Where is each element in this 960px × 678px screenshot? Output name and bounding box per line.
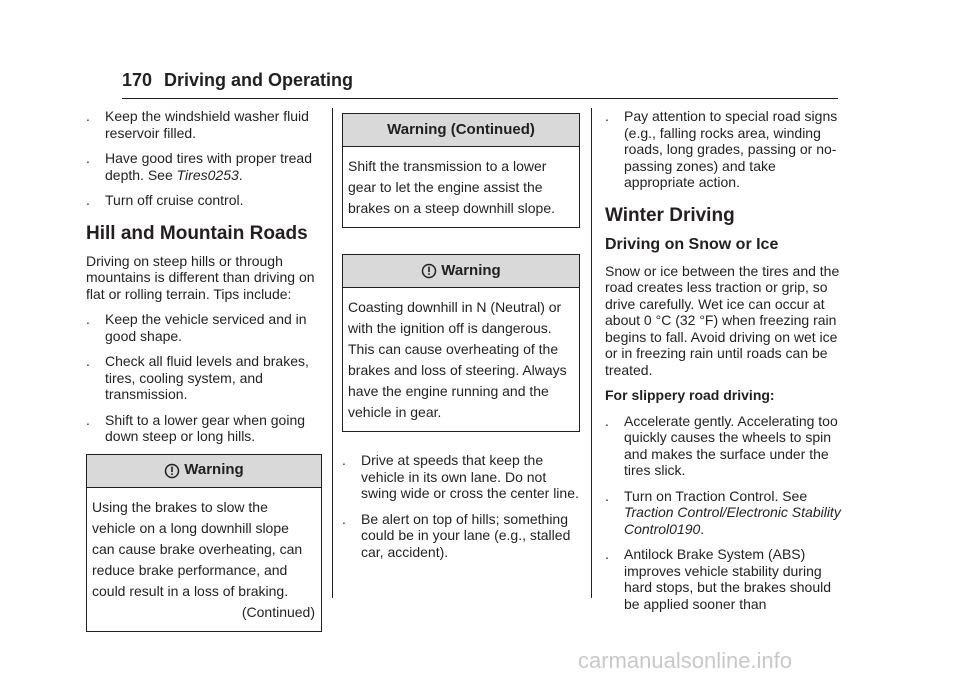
bullet-marker: . — [86, 353, 90, 369]
bullet-text-prefix: Have good tires with proper tread depth. See — [105, 150, 312, 183]
warning-text: Using the brakes to slow the vehicle on a long downhill slope can cause brake overheating, can reduce brake performance, and could result in a loss of braking. — [92, 498, 303, 599]
list-item — [605, 413, 841, 479]
bullet-marker: . — [342, 510, 346, 527]
page-ref-arrow: 0 — [207, 166, 216, 183]
column-2 — [342, 113, 580, 569]
bullet-marker: . — [605, 108, 609, 124]
warning-title: Warning (Continued) — [387, 120, 535, 138]
warning-body: Shift the transmission to a lower gear to let the engine assist the brakes on a steep downhill slope. — [348, 158, 556, 216]
bullet-text: Shift to a lower gear when going down steep or long hills. — [105, 411, 306, 444]
list-item — [605, 488, 841, 538]
bullet-marker: . — [86, 150, 90, 166]
bullet-text — [624, 488, 841, 538]
paragraph: Driving on steep hills or through mountains is different than driving on flat or rolling terrain. Tips include: — [86, 252, 315, 302]
bullet-marker: . — [86, 192, 90, 208]
warning-header — [343, 255, 579, 288]
list-item — [86, 311, 322, 344]
bullet-marker: . — [342, 452, 346, 468]
warning-box — [342, 254, 580, 432]
watermark: carmanualsonline.info — [578, 648, 793, 673]
page-ref[interactable]: 253 — [215, 166, 239, 183]
traction-control-link[interactable]: Traction Control/Electronic Stability Control — [624, 504, 841, 537]
list-label: For slippery road driving: — [605, 387, 775, 403]
warning-continued-box — [342, 113, 580, 228]
bullet-marker: . — [86, 411, 90, 428]
section-heading: Winter Driving — [605, 204, 735, 226]
bullet-text: Keep the vehicle serviced and in good shape. — [105, 311, 307, 344]
warning-header — [343, 114, 579, 147]
bullet-text: Check all fluid levels and brakes, tires, cooling system, and transmission. — [105, 353, 309, 402]
column-1 — [86, 108, 322, 646]
list-item — [86, 353, 322, 403]
bullet-text: Be alert on top of hills; something could be in your lane (e.g., stalled car, accident). — [361, 510, 571, 560]
warning-body: Coasting downhill in N (Neutral) or with the ignition off is dangerous. This can cause overheating of the brakes and loss of steering. Always have the engine running and the vehicle in gear. — [348, 299, 567, 420]
column-divider-2 — [591, 108, 592, 598]
bullet-text-prefix: Turn on Traction Control. See — [624, 487, 808, 504]
warning-title: Warning — [184, 461, 244, 479]
bullet-text: Turn off cruise control. — [105, 192, 244, 208]
bullet-text — [105, 150, 322, 183]
bullet-marker: . — [86, 311, 90, 327]
tires-link[interactable]: Tires — [176, 166, 208, 183]
bullet-marker: . — [86, 108, 90, 124]
bullet-marker: . — [605, 546, 609, 562]
list-item — [86, 108, 322, 141]
list-item — [86, 150, 322, 183]
list-item — [86, 412, 322, 445]
list-item — [605, 546, 841, 612]
bullet-marker: . — [605, 412, 609, 429]
warning-body — [87, 488, 321, 631]
bullet-text: Antilock Brake System (ABS) improves vehicle stability during hard stops, but the brakes should be applied sooner than — [624, 546, 832, 612]
list-item — [342, 511, 580, 561]
page-title: Driving and Operating — [164, 70, 354, 90]
section-heading: Hill and Mountain Roads — [86, 222, 308, 244]
bullet-marker: . — [605, 487, 609, 504]
subsection-heading: Driving on Snow or Ice — [605, 235, 779, 253]
bullet-text: Drive at speeds that keep the vehicle in its own lane. Do not swing wide or cross the center line. — [361, 452, 579, 501]
list-item — [605, 108, 841, 191]
bullet-text: Keep the windshield washer fluid reservoir filled. — [105, 108, 309, 141]
page-ref[interactable]: 190 — [676, 520, 701, 537]
page-ref-arrow: 0 — [669, 520, 677, 537]
list-item — [342, 452, 580, 502]
warning-icon — [164, 463, 180, 479]
page-header — [122, 70, 838, 99]
warning-title: Warning — [441, 261, 501, 279]
list-item — [86, 192, 322, 209]
warning-icon — [421, 263, 437, 279]
paragraph: Snow or ice between the tires and the road creates less traction or grip, so drive carefully. Wet ice can occur at about 0 °C (32 °F) when freezing rain begins to fall. Avoid driving on wet ice or in freezing rain until roads can be treated. — [605, 262, 840, 378]
warning-box — [86, 454, 322, 632]
bullet-text: Pay attention to special road signs (e.g., falling rocks area, winding roads, long grades, passing or no-passing zones) and take appropriate action. — [624, 108, 838, 190]
continued-label: (Continued) — [241, 603, 315, 620]
page-number: 170 — [122, 70, 153, 90]
column-divider-1 — [332, 108, 333, 598]
bullet-text-suffix: . — [238, 166, 243, 183]
bullet-text: Accelerate gently. Accelerating too quickly causes the wheels to spin and makes the surface under the tires slick. — [624, 412, 838, 478]
warning-header — [87, 455, 321, 488]
bullet-text-suffix: . — [700, 520, 705, 537]
column-3 — [605, 108, 841, 621]
